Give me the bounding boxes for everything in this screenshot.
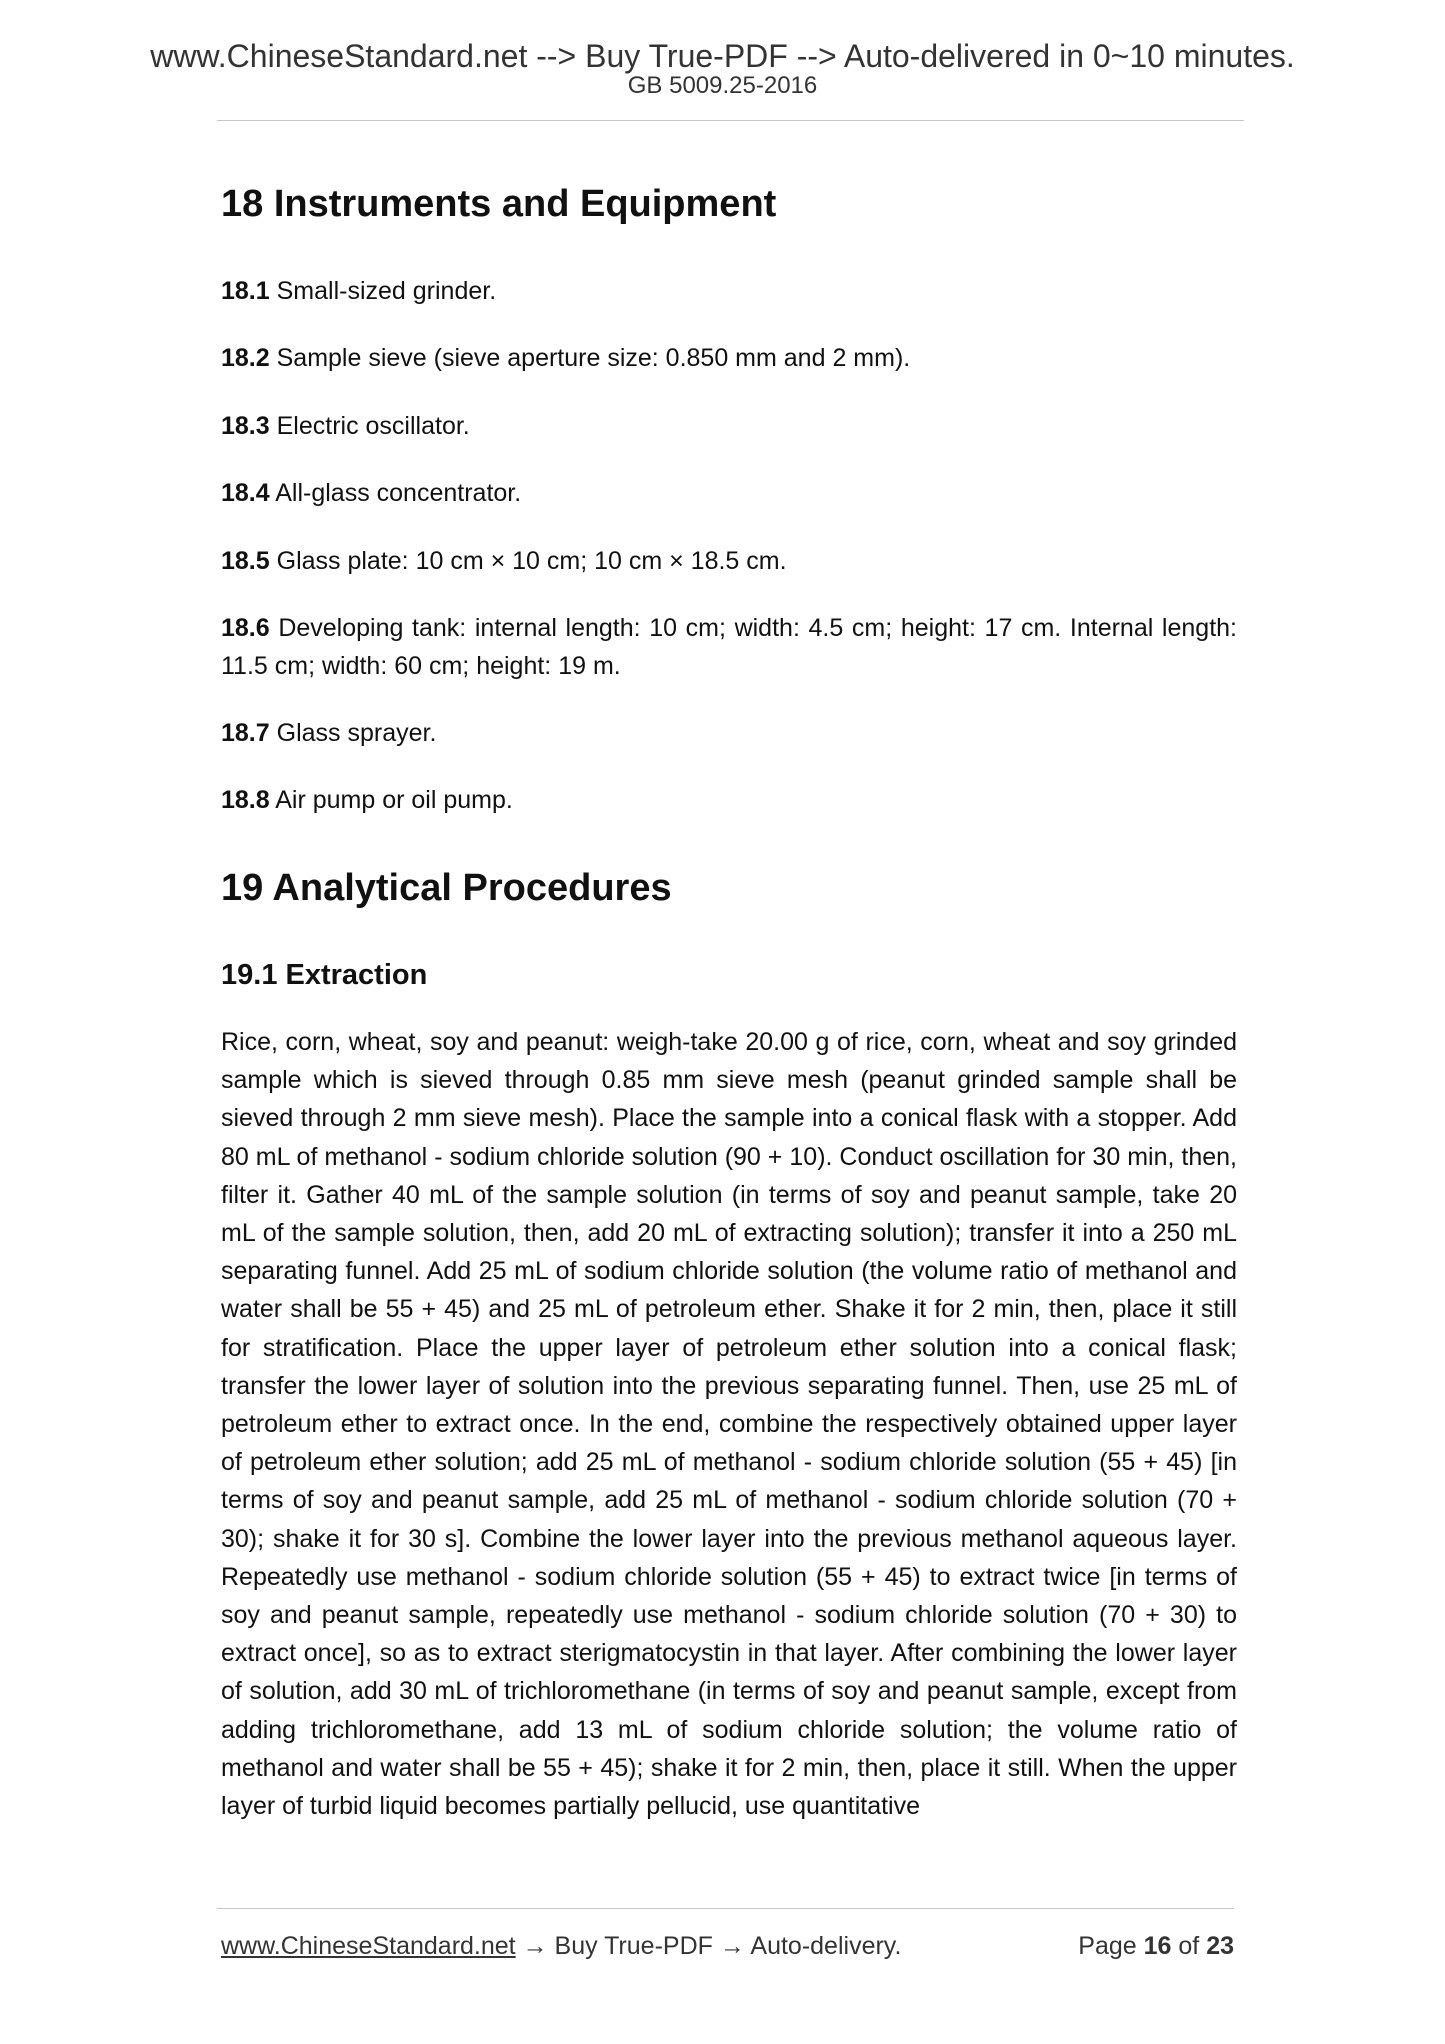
item-text: Glass plate: 10 cm × 10 cm; 10 cm × 18.5 cm. (269, 547, 787, 575)
item-18-7 (221, 714, 1237, 752)
footer-left (221, 1928, 901, 1964)
of-label: of (1171, 1932, 1207, 1960)
item-18-6 (221, 609, 1237, 685)
item-text: Sample sieve (sieve aperture size: 0.850 mm and 2 mm). (269, 344, 911, 372)
item-number: 18.1 (221, 277, 270, 305)
footer-site-link[interactable]: www.ChineseStandard.net (221, 1932, 516, 1960)
item-number: 18.8 (221, 786, 270, 814)
item-18-5 (221, 542, 1237, 580)
item-text: Glass sprayer. (269, 719, 437, 747)
item-text: Electric oscillator. (269, 412, 470, 440)
item-number: 18.3 (221, 412, 270, 440)
footer-divider (217, 1908, 1234, 1909)
page-total: 23 (1206, 1932, 1234, 1960)
document-id: GB 5009.25-2016 (627, 72, 818, 99)
page-number: 16 (1143, 1932, 1172, 1960)
item-18-8 (221, 781, 1237, 819)
extraction-paragraph: Rice, corn, wheat, soy and peanut: weigh-take 20.00 g of rice, corn, wheat and soy grinded sample which is sieved through 0.85 mm sieve mesh (peanut grinded sample shall be sieved through 2 mm sieve mesh). Place the sample into a conical flask with a stopper. Add 80 mL of methanol - sodium chloride solution (90 + 10). Conduct oscillation for 30 min, then, filter it. Gather 40 mL of the sample solution (in terms of soy and peanut sample, take 20 mL of the sample solution, then, add 20 mL of extracting solution); transfer it into a 250 mL separating funnel. Add 25 mL of sodium chloride solution (the volume ratio of methanol and water shall be 55 + 45) and 25 mL of petroleum ether. Shake it for 2 min, then, place it still for stratification. Place the upper layer of petroleum ether solution into a conical flask; transfer the lower layer of solution into the previous separating funnel. Then, use 25 mL of petroleum ether to extract once. In the end, combine the respectively obtained upper layer of petroleum ether solution; add 25 mL of methanol - sodium chloride solution (55 + 45) [in terms of soy and peanut sample, add 25 mL of methanol - sodium chloride solution (70 + 30); shake it for 30 s]. Combine the lower layer into the previous methanol aqueous layer. Repeatedly use methanol - sodium chloride solution (55 + 45) to extract twice [in terms of soy and peanut sample, repeatedly use methanol - sodium chloride solution (70 + 30) to extract once], so as to extract sterigmatocystin in that layer. After combining the lower layer of solution, add 30 mL of trichloromethane (in terms of soy and peanut sample, except from adding trichloromethane, add 13 mL of sodium chloride solution; the volume ratio of methanol and water shall be 55 + 45); shake it for 2 min, then, place it still. When the upper layer of turbid liquid becomes partially pellucid, use quantitative (221, 1028, 1237, 1821)
page-label: Page (1078, 1932, 1144, 1960)
item-number: 18.4 (221, 479, 270, 507)
item-18-3 (221, 407, 1237, 445)
item-text: All-glass concentrator. (269, 479, 522, 507)
section-19-heading: 19 Analytical Procedures (221, 867, 672, 909)
item-text: Developing tank: internal length: 10 cm; width: 4.5 cm; height: 17 cm. Internal length: 11.5 cm; width: 60 cm; height: 19 m. (221, 614, 1237, 680)
item-18-4 (221, 474, 1237, 512)
item-18-2 (221, 339, 1237, 377)
subsection-19-1-heading: 19.1 Extraction (221, 959, 428, 991)
item-text: Air pump or oil pump. (269, 786, 513, 814)
item-number: 18.6 (221, 614, 270, 642)
section-18-heading: 18 Instruments and Equipment (221, 183, 777, 225)
item-18-1 (221, 272, 1237, 310)
footer-tail-text: → Buy True-PDF → Auto-delivery. (515, 1932, 902, 1960)
item-number: 18.2 (221, 344, 270, 372)
item-text: Small-sized grinder. (269, 277, 497, 305)
page-footer (221, 1928, 1234, 1964)
top-banner: www.ChineseStandard.net --> Buy True-PDF --> Auto-delivered in 0~10 minutes. (150, 38, 1295, 74)
header-divider (217, 120, 1244, 121)
item-number: 18.7 (221, 719, 270, 747)
page-indicator (1078, 1928, 1234, 1964)
item-number: 18.5 (221, 547, 270, 575)
